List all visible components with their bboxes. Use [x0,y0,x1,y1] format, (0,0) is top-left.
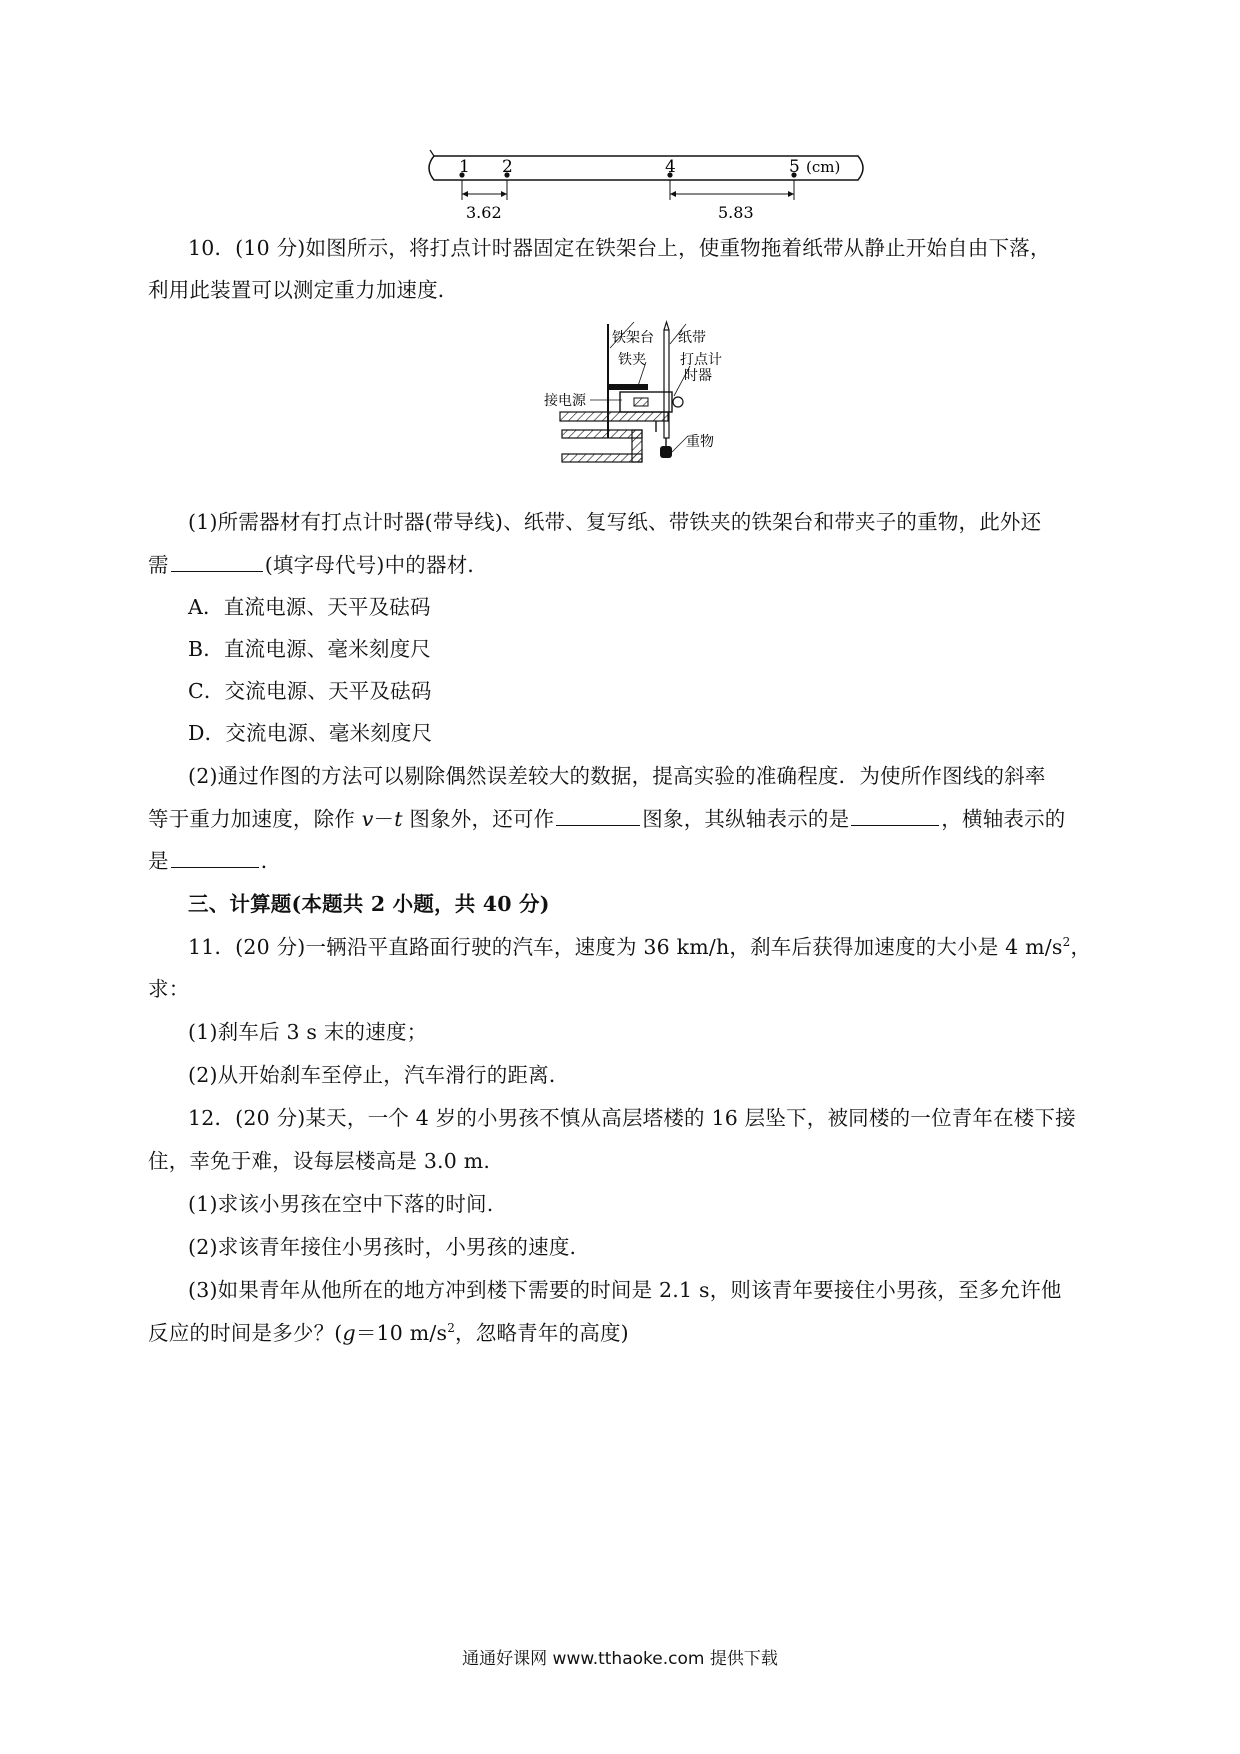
q12-line1: 12．(20 分)某天，一个 4 岁的小男孩不慎从高层塔楼的 16 层坠下，被同楼的一位青年在楼下接 [188,1106,1076,1130]
q12-part2: (2)求该青年接住小男孩时，小男孩的速度. [188,1235,577,1259]
q10-p2-text-b: 图象外，还可作 [402,807,555,831]
q10-p1-text-a: 需 [148,553,169,577]
q10-p1-blank[interactable] [171,551,263,572]
q12-p3-text-c: ，忽略青年的高度) [455,1321,629,1345]
q11-text-a: 11．(20 分)一辆沿平直路面行驶的汽车，速度为 36 km/h，刹车后获得加速度的大小是 4 m/s [188,935,1063,959]
tape-gap-1: 3.62 [466,203,502,222]
label-power: 接电源 [544,393,586,409]
tape-unit: (cm) [806,158,841,176]
q10-p2-blank-3[interactable] [171,847,259,868]
tape-label-2: 2 [502,157,513,177]
q12-p3-text-a: 反应的时间是多少？( [148,1321,343,1345]
q10-option-a: A．直流电源、天平及砝码 [188,595,431,619]
q10-p2-text-c: 图象，其纵轴表示的是 [642,807,850,831]
q11-part1: (1)刹车后 3 s 末的速度； [188,1020,428,1044]
label-timer-1: 打点计 [680,352,722,368]
q10-p2-text-f: ． [260,849,282,873]
q11-text-b: ， [1070,935,1092,959]
tape-gap-2: 5.83 [718,203,754,222]
q10-p2-blank-2[interactable] [851,805,939,826]
q11-line1 [188,932,1091,962]
q11-sup: 2 [1062,935,1071,949]
label-timer-2: 时器 [684,368,712,384]
tape-label-4: 4 [665,157,676,177]
q10-option-d: D．交流电源、毫米刻度尺 [188,721,433,745]
q10-stem-line2: 利用此装置可以测定重力加速度． [148,278,459,302]
q10-p2-text-d: ，横轴表示的 [941,807,1066,831]
q12-line2: 住，幸免于难，设每层楼高是 3.0 m. [148,1149,491,1173]
q12-part1: (1)求该小男孩在空中下落的时间. [188,1192,494,1216]
q12-p3-text-b: ＝10 m/s [355,1321,448,1345]
q10-p2-t: t [394,807,403,831]
q10-p2-dash: － [373,807,395,831]
q12-p3-sup: 2 [447,1321,456,1335]
label-weight: 重物 [686,434,714,450]
q12-p3-g: g [342,1321,356,1345]
q10-option-b: B．直流电源、毫米刻度尺 [188,637,431,661]
page-footer: 通通好课网 www.tthaoke.com 提供下载 [462,1649,778,1669]
q10-p2-text-e: 是 [148,849,169,873]
q12-part3-line1: (3)如果青年从他所在的地方冲到楼下需要的时间是 2.1 s，则该青年要接住小男孩，至多允许他 [188,1278,1062,1302]
label-clamp: 铁夹 [618,352,646,368]
q10-p2-line2 [148,804,1066,834]
label-stand: 铁架台 [612,330,654,346]
q12-part3-line2 [148,1318,629,1348]
q11-part2: (2)从开始刹车至停止，汽车滑行的距离． [188,1063,570,1087]
q10-p2-text-a: 等于重力加速度，除作 [148,807,362,831]
q10-p2-line3 [148,846,281,876]
section-3-title: 三、计算题(本题共 2 小题，共 40 分) [188,892,550,916]
q10-p1-line2 [148,550,488,580]
tape-label-5: 5 [789,157,800,177]
q11-line2: 求： [148,977,190,1001]
q10-option-c: C．交流电源、天平及砝码 [188,679,432,703]
q10-p2-blank-1[interactable] [556,805,640,826]
q10-p1-line1: (1)所需器材有打点计时器(带导线)、纸带、复写纸、带铁夹的铁架台和带夹子的重物，此外还 [188,510,1042,534]
paper-tape-figure [420,148,870,224]
q10-p2-v: v [361,807,374,831]
q10-p1-text-b: (填字母代号)中的器材． [264,553,489,577]
apparatus-figure [544,320,750,495]
tape-label-1: 1 [459,157,470,177]
q10-stem-line1: 10．(10 分)如图所示，将打点计时器固定在铁架台上，使重物拖着纸带从静止开始自由下落， [188,236,1051,260]
q10-p2-line1: (2)通过作图的方法可以剔除偶然误差较大的数据，提高实验的准确程度．为使所作图线的斜率 [188,764,1046,788]
label-tape: 纸带 [678,330,706,346]
